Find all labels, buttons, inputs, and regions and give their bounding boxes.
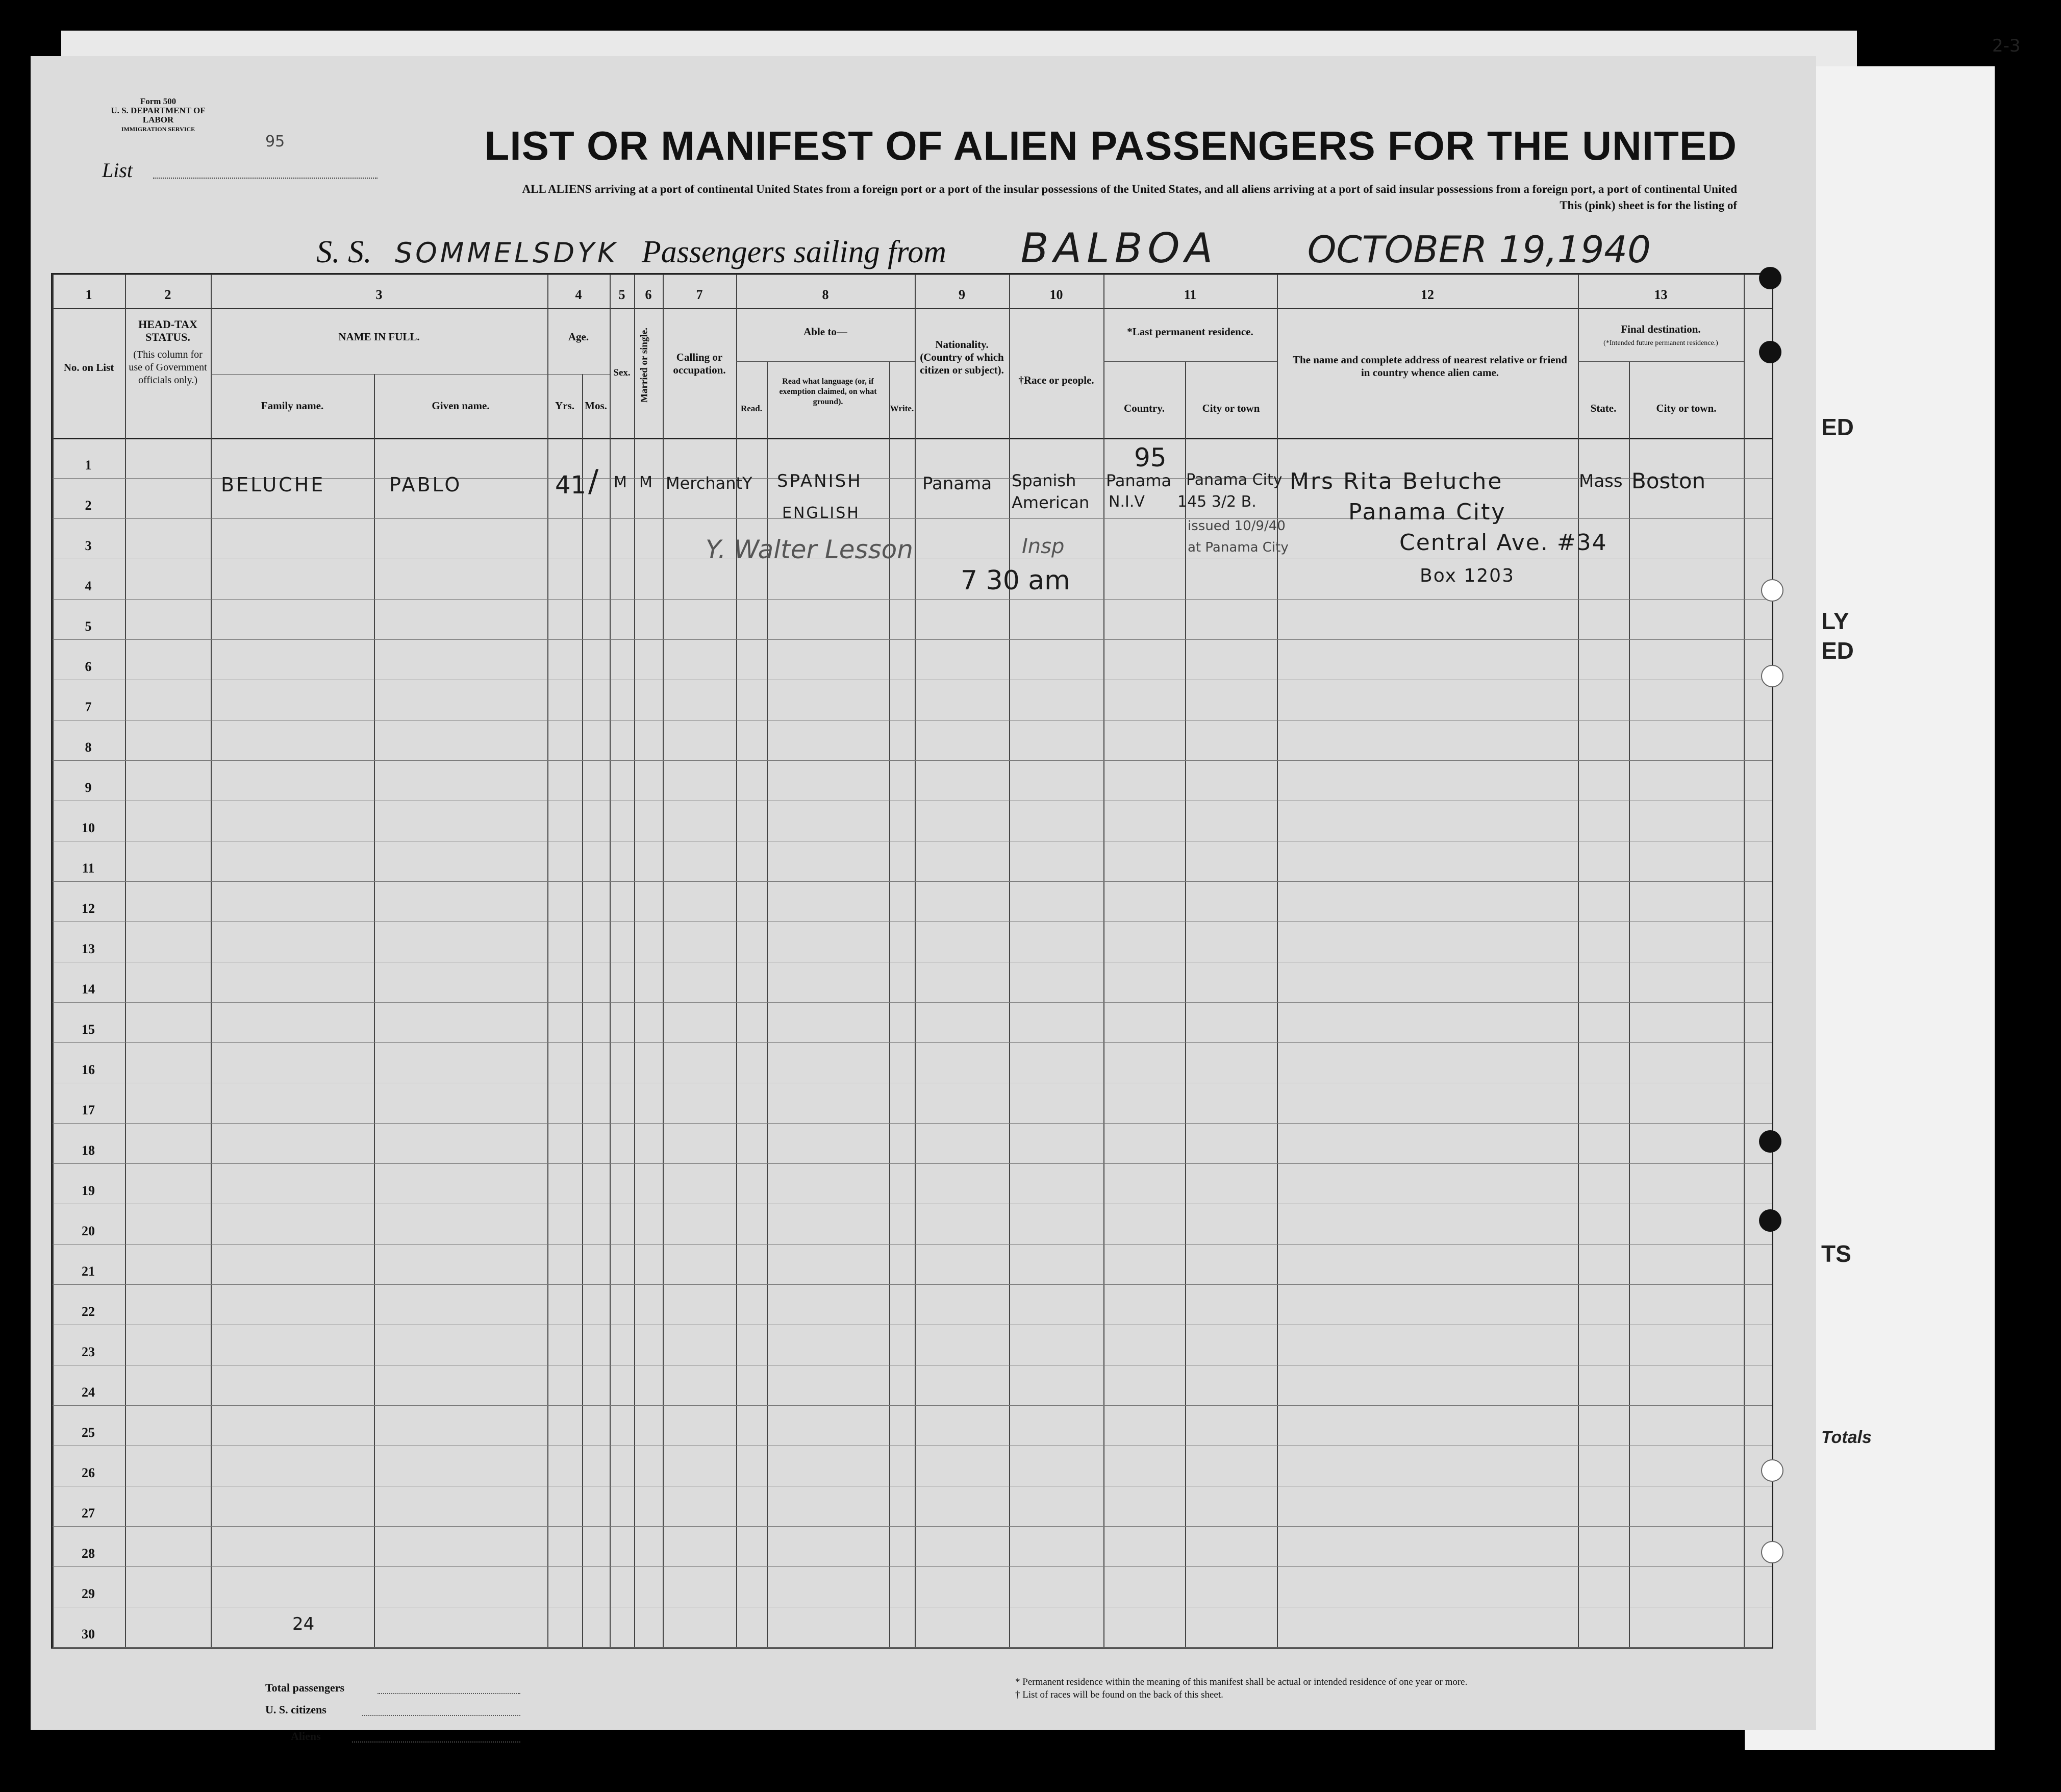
- punch-hole: [1761, 1459, 1783, 1482]
- col-num-12: 12: [1421, 287, 1434, 302]
- row-line: [53, 760, 1772, 761]
- entry-city2: 145 3/2 B.: [1177, 493, 1256, 511]
- aliens-line: [352, 1741, 520, 1743]
- row-number: 9: [85, 780, 92, 795]
- col-line: [374, 374, 375, 1647]
- list-stamp-number: 95: [1134, 443, 1167, 472]
- hdr-sex: Sex.: [613, 367, 631, 378]
- col-num-7: 7: [696, 287, 703, 302]
- right-sheet-ed2: ED: [1821, 637, 1854, 664]
- visa-place: at Panama City: [1188, 540, 1289, 555]
- row-number: 21: [82, 1264, 95, 1279]
- row-number: 12: [82, 901, 95, 916]
- row-number: 29: [82, 1586, 95, 1601]
- us-citizens-line: [362, 1715, 520, 1716]
- col-line: [211, 275, 212, 1647]
- row-number: 22: [82, 1304, 95, 1319]
- col-line: [582, 374, 583, 1647]
- row-number: 7: [85, 700, 92, 714]
- hdr-last-residence: *Last permanent residence.: [1127, 326, 1253, 338]
- header-sub-line: [211, 374, 547, 375]
- right-sheet-ts: TS: [1821, 1240, 1851, 1267]
- row-number: 11: [82, 861, 95, 876]
- hdr-able-to: Able to—: [803, 326, 847, 338]
- row-line: [53, 1647, 1772, 1648]
- page-title: LIST OR MANIFEST OF ALIEN PASSENGERS FOR THE UNITED: [484, 123, 1737, 168]
- row-line: [53, 1526, 1772, 1527]
- header-bottom-line: [53, 438, 1772, 439]
- footnote-1: * Permanent residence within the meaning of this manifest shall be actual or intended residence of one year or more.: [1015, 1677, 1468, 1687]
- col-num-11: 11: [1184, 287, 1197, 302]
- col-line: [547, 275, 548, 1647]
- row-number: 16: [82, 1062, 95, 1077]
- row-number: 13: [82, 941, 95, 956]
- col-num-3: 3: [375, 287, 383, 302]
- us-citizens-label: U. S. citizens: [265, 1703, 326, 1716]
- entry-state: Mass: [1579, 471, 1623, 491]
- header-sub-line: [736, 361, 915, 362]
- entry-nationality: Panama: [922, 474, 992, 494]
- row-line: [53, 1042, 1772, 1043]
- total-passengers-label: Total passengers: [265, 1681, 345, 1694]
- list-label: List: [102, 159, 133, 182]
- col-line: [1629, 361, 1630, 1647]
- ship-name: SOMMELSDYK: [395, 237, 619, 269]
- hdr-nationality: Nationality. (Country of which citizen or subject).: [920, 338, 1004, 376]
- row-line: [53, 599, 1772, 600]
- hdr-final-destination: Final destination.: [1621, 323, 1701, 335]
- row-number: 26: [82, 1465, 95, 1480]
- entry-given-name: PABLO: [389, 474, 462, 496]
- entry-city1: Panama City: [1186, 471, 1283, 489]
- hdr-given-name: Given name.: [432, 400, 490, 412]
- row-line: [53, 1566, 1772, 1567]
- row-number: 28: [82, 1546, 95, 1561]
- row-line: [53, 1163, 1772, 1164]
- manifest-table: [51, 273, 1773, 1649]
- row-number: 14: [82, 982, 95, 997]
- entry-dest-city: Boston: [1631, 468, 1706, 493]
- row-number: 25: [82, 1425, 95, 1440]
- entry-sex: M: [614, 474, 627, 491]
- row-number: 15: [82, 1022, 95, 1037]
- port-name: BALBOA: [1020, 225, 1218, 272]
- punch-hole: [1759, 341, 1781, 363]
- punch-hole: [1761, 1541, 1783, 1563]
- entry-read: Y: [742, 474, 752, 493]
- hdr-yrs: Yrs.: [555, 400, 574, 412]
- entry-relative1: Mrs Rita Beluche: [1290, 468, 1503, 494]
- subtitle-line2: This (pink) sheet is for the listing of: [1560, 199, 1737, 212]
- col-num-6: 6: [645, 287, 652, 302]
- header-sub-line: [1103, 361, 1277, 362]
- header-sub-line: [1578, 361, 1744, 362]
- hdr-race: †Race or people.: [1018, 374, 1094, 386]
- row-number: 24: [82, 1385, 95, 1400]
- row-number: 20: [82, 1224, 95, 1238]
- punch-hole: [1759, 1209, 1781, 1232]
- sailing-date: OCTOBER 19,1940: [1307, 228, 1651, 271]
- entry-race1: Spanish: [1012, 471, 1076, 490]
- punch-hole: [1759, 267, 1781, 289]
- corner-note: 2-3: [1992, 36, 2021, 56]
- hdr-married: Married or single.: [639, 328, 650, 403]
- visa-issued: issued 10/9/40: [1188, 518, 1286, 534]
- row-number: 23: [82, 1345, 95, 1359]
- hdr-head-tax: HEAD-TAX STATUS.: [138, 318, 197, 343]
- entry-married: M: [639, 474, 652, 491]
- col-num-9: 9: [959, 287, 965, 302]
- entry-relative3: Central Ave. #34: [1399, 530, 1607, 556]
- col-line: [915, 275, 916, 1647]
- subtitle-line1: ALL ALIENS arriving at a port of continental United States from a foreign port or a port of the insular possessions of the United States, and all aliens arriving at a port of said insular possessions from a foreign port, a port of continental United: [522, 183, 1737, 195]
- entry-country1: Panama: [1106, 471, 1172, 490]
- row-line: [53, 639, 1772, 640]
- col-num-4: 4: [575, 287, 582, 302]
- row-number: 19: [82, 1183, 95, 1198]
- entry-family-name: BELUCHE: [221, 474, 325, 496]
- row-number: 2: [85, 498, 92, 513]
- col-num-10: 10: [1049, 287, 1063, 302]
- row-line: [53, 881, 1772, 882]
- right-sheet-ly: LY: [1821, 608, 1849, 634]
- punch-hole: [1761, 579, 1783, 602]
- hdr-mos: Mos.: [585, 400, 607, 412]
- entry-calling: Merchant: [666, 474, 743, 493]
- inspector-role: Insp: [1022, 535, 1065, 558]
- row-number: 6: [85, 659, 92, 674]
- voyage-line: [316, 225, 1651, 272]
- page-subtitle: [207, 181, 1737, 214]
- hdr-calling: Calling or occupation.: [673, 351, 726, 376]
- col-num-8: 8: [822, 287, 829, 302]
- col-line: [634, 275, 635, 1647]
- hdr-read-language: Read what language (or, if exemption claimed, on what ground).: [779, 377, 877, 406]
- col-line: [1103, 275, 1104, 1647]
- row-number: 10: [82, 820, 95, 835]
- hdr-no-on-list: No. on List: [63, 361, 114, 374]
- row-line: [53, 1405, 1772, 1406]
- footnote-2: † List of races will be found on the back of this sheet.: [1015, 1689, 1223, 1700]
- right-sheet-ed1: ED: [1821, 414, 1854, 440]
- page-mark: 24: [292, 1614, 315, 1634]
- ss-label: S. S.: [316, 235, 372, 269]
- col-line: [1009, 275, 1010, 1647]
- col-line: [1744, 275, 1745, 1647]
- hdr-head-tax-note: (This column for use of Government officials only.): [129, 349, 207, 386]
- punch-hole: [1759, 1130, 1781, 1153]
- hdr-dest-city: City or town.: [1656, 402, 1717, 414]
- col-line: [53, 275, 54, 1647]
- row-number: 8: [85, 740, 92, 755]
- hdr-state: State.: [1590, 402, 1617, 414]
- row-line: [53, 518, 1772, 519]
- manifest-page: [31, 56, 1816, 1743]
- col-line: [1185, 361, 1186, 1647]
- inspector-signature: Y. Walter Lesson: [706, 535, 913, 564]
- header-line: [53, 308, 1772, 309]
- form-service: IMMIGRATION SERVICE: [121, 126, 195, 133]
- form-header: [107, 97, 209, 134]
- list-line: [153, 178, 378, 179]
- row-number: 1: [85, 458, 92, 472]
- entry-relative2: Panama City: [1348, 499, 1506, 525]
- row-number: 27: [82, 1506, 95, 1521]
- row-number: 17: [82, 1103, 95, 1117]
- form-department: U. S. DEPARTMENT OF LABOR: [111, 106, 206, 125]
- row-number: 18: [82, 1143, 95, 1158]
- row-line: [53, 1002, 1772, 1003]
- entry-relative4: Box 1203: [1420, 565, 1515, 586]
- row-number: 3: [85, 538, 92, 553]
- hdr-age: Age.: [568, 331, 589, 343]
- entry-country2: N.I.V: [1109, 493, 1145, 511]
- hdr-name-in-full: NAME IN FULL.: [338, 331, 420, 343]
- entry-language2: ENGLISH: [782, 504, 860, 522]
- row-line: [53, 1244, 1772, 1245]
- col-num-1: 1: [85, 287, 92, 302]
- entry-mos: /: [588, 463, 599, 499]
- hdr-final-destination-note: (*Intended future permanent residence.): [1603, 339, 1718, 347]
- list-number: 95: [265, 133, 285, 151]
- entry-language1: SPANISH: [777, 471, 862, 491]
- col-line: [125, 275, 126, 1647]
- hdr-country: Country.: [1124, 402, 1165, 414]
- hdr-city-or-town: City or town: [1202, 402, 1260, 414]
- sailing-label: Passengers sailing from: [641, 235, 946, 269]
- row-line: [53, 1123, 1772, 1124]
- header-sub-line: [547, 374, 610, 375]
- right-sheet-totals: Totals: [1821, 1428, 1872, 1447]
- entry-race2: American: [1012, 493, 1090, 512]
- col-line: [610, 275, 611, 1647]
- col-line: [663, 275, 664, 1647]
- aliens-label: Aliens: [291, 1730, 321, 1743]
- total-passengers-line: [378, 1693, 520, 1694]
- punch-hole: [1761, 665, 1783, 687]
- row-line: [53, 1284, 1772, 1285]
- row-number: 5: [85, 619, 92, 634]
- hdr-family-name: Family name.: [261, 400, 324, 412]
- col-num-13: 13: [1654, 287, 1668, 302]
- hdr-read: Read.: [740, 404, 763, 413]
- hdr-relative: The name and complete address of nearest relative or friend in country whence alien came.: [1293, 354, 1567, 379]
- row-number: 4: [85, 579, 92, 593]
- hdr-write: Write.: [890, 404, 914, 413]
- entry-yrs: 41: [555, 471, 587, 500]
- inspection-time: 7 30 am: [961, 565, 1070, 596]
- row-number: 30: [82, 1627, 95, 1641]
- col-num-2: 2: [164, 287, 171, 302]
- col-num-5: 5: [618, 287, 625, 302]
- form-number: Form 500: [140, 96, 177, 106]
